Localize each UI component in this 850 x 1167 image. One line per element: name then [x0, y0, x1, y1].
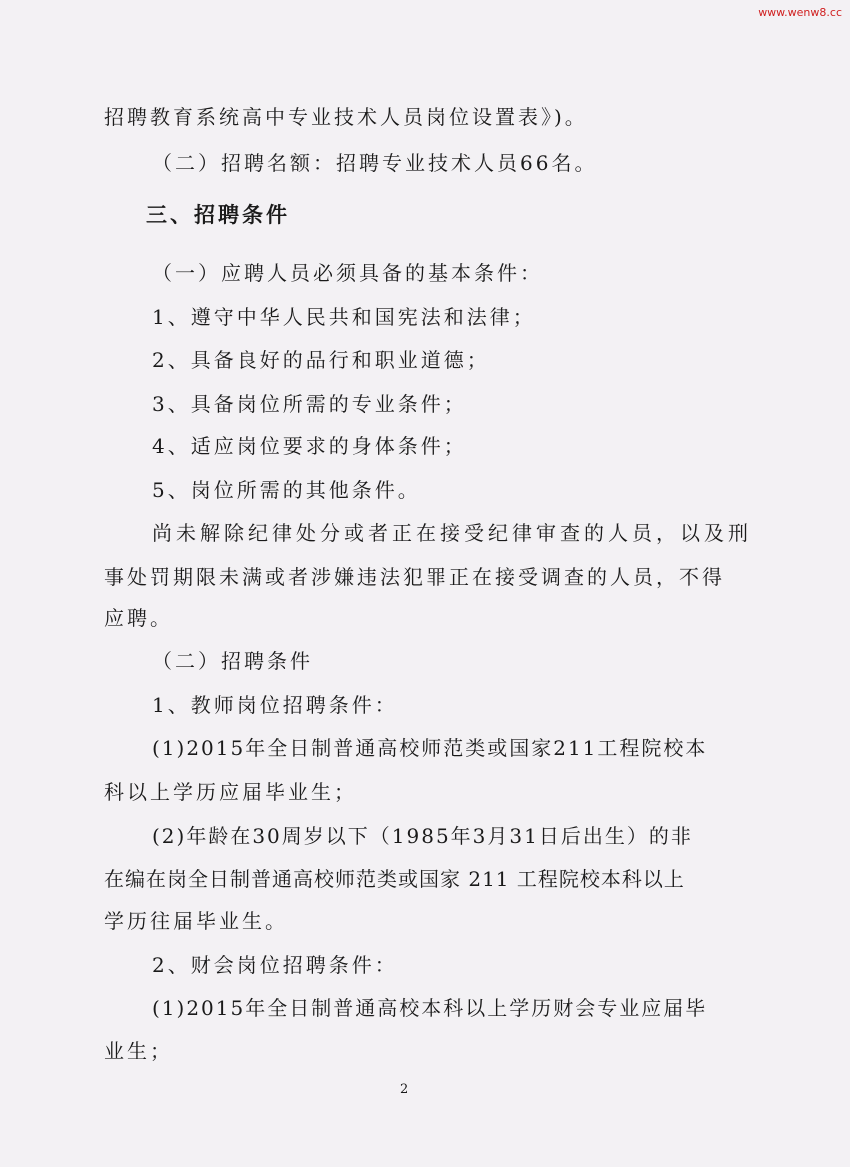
text-line: 1、教师岗位招聘条件：: [152, 693, 398, 717]
section-heading: 三、招聘条件: [146, 203, 290, 227]
text-line: 2、财会岗位招聘条件：: [152, 953, 398, 977]
page-number: 2: [400, 1082, 409, 1097]
text-line: 尚未解除纪律处分或者正在接受纪律审查的人员，以及刑: [152, 521, 752, 545]
text-line: (1)2015年全日制普通高校师范类或国家211工程院校本: [152, 736, 708, 760]
text-line: 招聘教育系统高中专业技术人员岗位设置表》)。: [104, 105, 588, 129]
text-line: 在编在岗全日制普通高校师范类或国家 211 工程院校本科以上: [104, 867, 685, 891]
text-line: 4、适应岗位要求的身体条件；: [152, 434, 467, 458]
text-line: 2、具备良好的品行和职业道德；: [152, 348, 490, 372]
text-line: 事处罚期限未满或者涉嫌违法犯罪正在接受调查的人员，不得: [104, 565, 725, 589]
text-line: （二）招聘条件: [152, 649, 313, 673]
watermark: www.wenw8.cc: [758, 6, 842, 19]
text-line: 业生；: [104, 1039, 173, 1063]
text-line: 科以上学历应届毕业生；: [104, 780, 357, 804]
text-line: 应聘。: [104, 606, 173, 630]
text-line: （一）应聘人员必须具备的基本条件：: [152, 261, 543, 285]
text-line: 1、遵守中华人民共和国宪法和法律；: [152, 305, 536, 329]
text-line: (1)2015年全日制普通高校本科以上学历财会专业应届毕: [152, 996, 708, 1020]
text-line: (2)年龄在30周岁以下（1985年3月31日后出生）的非: [152, 824, 693, 848]
text-line: （二）招聘名额：招聘专业技术人员66名。: [152, 151, 598, 175]
text-line: 3、具备岗位所需的专业条件；: [152, 392, 467, 416]
text-line: 5、岗位所需的其他条件。: [152, 478, 421, 502]
text-line: 学历往届毕业生。: [104, 909, 288, 933]
